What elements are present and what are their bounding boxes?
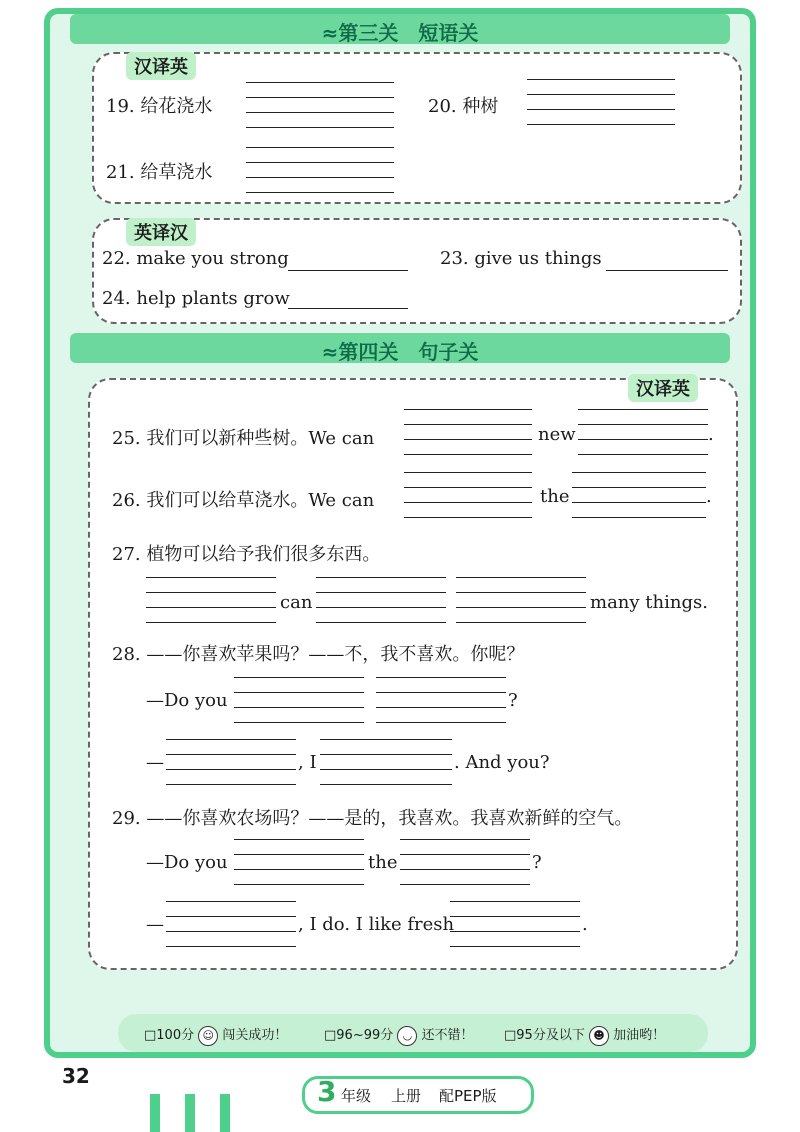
q29-line[interactable] [166, 901, 296, 902]
q29-line[interactable] [450, 931, 580, 932]
q25-line[interactable] [578, 424, 708, 425]
q27-line[interactable] [146, 607, 276, 608]
q29-line[interactable] [400, 884, 530, 885]
c2e-tag: 汉译英 [126, 52, 196, 80]
e2c-tag: 英译汉 [126, 218, 196, 246]
q28-line[interactable] [166, 754, 296, 755]
q29-b-mid: , I do. I like fresh [298, 914, 455, 935]
q28-line[interactable] [234, 677, 364, 678]
q28-line[interactable] [234, 722, 364, 723]
q26-prompt: 26. 我们可以给草浇水。We can [112, 490, 375, 511]
q26-line[interactable] [404, 502, 532, 503]
q27-word: can [280, 592, 313, 613]
q28-a-end: ? [508, 690, 518, 711]
q27-line[interactable] [456, 622, 586, 623]
score-100-msg: 闯关成功！ [222, 1028, 288, 1043]
score-95-msg: 加油哟！ [613, 1028, 666, 1043]
q26-line[interactable] [572, 502, 706, 503]
q29-line[interactable] [450, 946, 580, 947]
smile-face-icon: ◡ [397, 1026, 417, 1046]
q27-line[interactable] [316, 592, 446, 593]
q29-line[interactable] [234, 869, 364, 870]
q28-line[interactable] [166, 784, 296, 785]
q28-line[interactable] [376, 722, 506, 723]
q19-line[interactable] [246, 82, 394, 83]
q25-line[interactable] [578, 454, 708, 455]
q28-line[interactable] [320, 754, 452, 755]
q21-line[interactable] [246, 162, 394, 163]
q25-prompt: 25. 我们可以新种些树。We can [112, 428, 375, 449]
q29-line[interactable] [450, 901, 580, 902]
c2e-tag-sentences: 汉译英 [628, 374, 698, 402]
cheer-face-icon: ☻ [589, 1026, 609, 1046]
q26-line[interactable] [572, 472, 706, 473]
q19-line[interactable] [246, 127, 394, 128]
q23-answer-line[interactable] [606, 270, 728, 271]
score-100: □100分 [144, 1028, 195, 1043]
q26-word: the [540, 486, 570, 507]
q28-line[interactable] [234, 707, 364, 708]
q27-line[interactable] [456, 577, 586, 578]
q29-line[interactable] [234, 839, 364, 840]
q19-text: 19. 给花浇水 [106, 96, 213, 117]
q29-line[interactable] [450, 916, 580, 917]
q28-b-end: . And you? [454, 752, 550, 773]
q20-line[interactable] [527, 79, 675, 80]
q21-line[interactable] [246, 147, 394, 148]
q20-text: 20. 种树 [428, 96, 499, 117]
q28-b-mid: , I [298, 752, 317, 773]
q27-line[interactable] [316, 607, 446, 608]
q28-a-start: —Do you [146, 690, 228, 711]
q25-line[interactable] [578, 439, 708, 440]
q25-line[interactable] [404, 439, 532, 440]
section4-title: ≈第四关 句子关 [321, 340, 479, 364]
q28-line[interactable] [166, 769, 296, 770]
q26-line[interactable] [404, 487, 532, 488]
happy-face-icon: ☺ [198, 1026, 218, 1046]
q25-line[interactable] [404, 409, 532, 410]
q26-end: . [706, 486, 712, 507]
q29-prompt: 29. ——你喜欢农场吗？——是的，我喜欢。我喜欢新鲜的空气。 [112, 808, 633, 829]
q29-a-start: —Do you [146, 852, 228, 873]
decor-bar [220, 1094, 230, 1132]
q26-line[interactable] [572, 487, 706, 488]
q29-line[interactable] [166, 931, 296, 932]
q29-line[interactable] [400, 839, 530, 840]
q27-line[interactable] [456, 592, 586, 593]
score-96: □96~99分 [324, 1028, 394, 1043]
q21-line[interactable] [246, 192, 394, 193]
q19-line[interactable] [246, 97, 394, 98]
score-95: □95分及以下 [504, 1028, 585, 1043]
q24-answer-line[interactable] [288, 308, 408, 309]
grade-number: 3 [317, 1075, 337, 1108]
q25-end: . [708, 424, 714, 445]
q28-line[interactable] [376, 707, 506, 708]
section3-title: ≈第三关 短语关 [321, 21, 479, 45]
q28-prompt: 28. ——你喜欢苹果吗？——不，我不喜欢。你呢？ [112, 644, 525, 665]
q29-line[interactable] [400, 854, 530, 855]
q28-line[interactable] [166, 739, 296, 740]
q29-a-mid: the [368, 852, 398, 873]
q19-line[interactable] [246, 112, 394, 113]
q25-line[interactable] [578, 409, 708, 410]
decor-bar [185, 1094, 195, 1132]
q23-text: 23. give us things [440, 248, 602, 269]
q26-line[interactable] [404, 517, 532, 518]
q25-line[interactable] [404, 424, 532, 425]
q27-line[interactable] [146, 592, 276, 593]
q27-line[interactable] [146, 577, 276, 578]
q29-line[interactable] [166, 946, 296, 947]
q27-line[interactable] [316, 622, 446, 623]
page-number: 32 [62, 1064, 90, 1088]
grade-footer [302, 1076, 534, 1114]
q29-line[interactable] [234, 854, 364, 855]
q24-text: 24. help plants grow [102, 288, 290, 309]
q25-line[interactable] [404, 454, 532, 455]
volume-label: 上册 [391, 1087, 422, 1105]
q27-line[interactable] [146, 622, 276, 623]
q29-a-end: ? [532, 852, 542, 873]
q26-line[interactable] [404, 472, 532, 473]
q29-line[interactable] [166, 916, 296, 917]
q20-line[interactable] [527, 124, 675, 125]
q20-line[interactable] [527, 94, 675, 95]
q27-prompt: 27. 植物可以给予我们很多东西。 [112, 544, 381, 565]
q28-line[interactable] [376, 692, 506, 693]
q29-line[interactable] [234, 884, 364, 885]
q21-text: 21. 给草浇水 [106, 162, 213, 183]
score-bar [118, 1014, 708, 1052]
q28-line[interactable] [320, 739, 452, 740]
q28-line[interactable] [320, 784, 452, 785]
q25-word: new [538, 424, 576, 445]
q26-line[interactable] [572, 517, 706, 518]
sentence-panel [88, 378, 738, 970]
score-96-msg: 还不错！ [421, 1028, 474, 1043]
q27-end: many things. [590, 592, 708, 613]
q27-line[interactable] [456, 607, 586, 608]
q29-line[interactable] [400, 869, 530, 870]
q22-answer-line[interactable] [288, 270, 408, 271]
decor-bar [150, 1094, 160, 1132]
edition-label: 配PEP版 [439, 1087, 497, 1105]
q21-line[interactable] [246, 177, 394, 178]
q28-line[interactable] [234, 692, 364, 693]
q28-line[interactable] [320, 769, 452, 770]
q22-text: 22. make you strong [102, 248, 289, 269]
q27-line[interactable] [316, 577, 446, 578]
grade-label: 年级 [341, 1087, 372, 1105]
q29-b-start: — [146, 914, 164, 935]
q28-b-start: — [146, 752, 164, 773]
q28-line[interactable] [376, 677, 506, 678]
q20-line[interactable] [527, 109, 675, 110]
q29-b-end: . [582, 914, 588, 935]
